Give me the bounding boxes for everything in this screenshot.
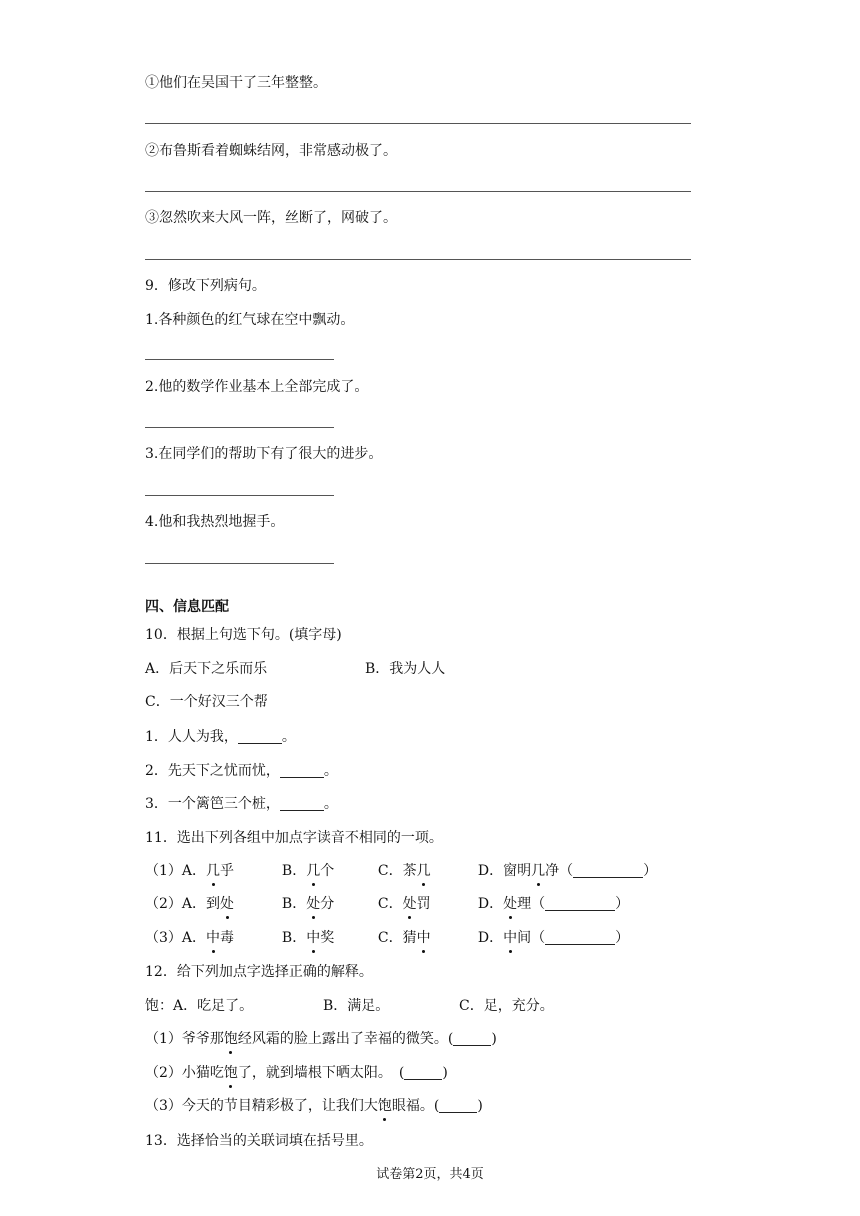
dotted-char: 几 [206, 863, 221, 879]
option-suffix: 罚 [416, 896, 431, 912]
option-suffix: 理（ [517, 896, 546, 912]
answer-line-q9-4[interactable] [145, 563, 334, 564]
q11-row2-option-d [478, 894, 629, 914]
answer-line-q8-3[interactable] [145, 259, 691, 260]
dotted-char: 处 [306, 896, 321, 912]
q9-item-4: 4.他和我热烈地握手。 [145, 514, 285, 530]
q11-row1-option-d [478, 861, 657, 881]
answer-blank[interactable] [545, 896, 615, 911]
option-suffix: 间（ [517, 930, 546, 946]
dotted-char: 中 [416, 930, 431, 946]
option-prefix: C．猜 [377, 930, 417, 946]
close-paren: ) [442, 1065, 448, 1081]
q12-def-label: 饱： [145, 998, 173, 1014]
q8-item-1: ①他们在吴国干了三年整整。 [145, 75, 327, 91]
option-prefix: A．到 [181, 896, 221, 912]
q11-row1-option-c [378, 861, 478, 881]
dotted-char: 几 [416, 863, 431, 879]
close-paren: ） [615, 896, 630, 912]
close-paren: ) [477, 1098, 483, 1114]
option-suffix: 毒 [220, 930, 235, 946]
q9-item-3: 3.在同学们的帮助下有了很大的进步。 [145, 446, 383, 462]
item-text: 经风霜的脸上露出了幸福的微笑。( [237, 1031, 454, 1047]
q12-definitions [145, 996, 554, 1016]
dotted-char: 中 [306, 930, 321, 946]
option-prefix: B． [281, 896, 307, 912]
option-prefix: D． [477, 896, 504, 912]
q10-option-a: A．后天下之乐而乐 [145, 661, 268, 677]
option-prefix: A． [181, 863, 207, 879]
dotted-char: 饱 [377, 1098, 392, 1114]
q10-item-end: 。 [281, 729, 296, 745]
answer-line-q9-2[interactable] [145, 427, 334, 428]
dotted-char: 几 [306, 863, 321, 879]
q10-item-3-text: 3．一个篱笆三个桩， [145, 796, 280, 812]
q10-item-1 [145, 727, 296, 747]
option-prefix: C．茶 [377, 863, 417, 879]
option-suffix: 个 [320, 863, 335, 879]
q11-row-2 [145, 894, 629, 914]
option-prefix: B． [281, 863, 307, 879]
close-paren: ） [615, 930, 630, 946]
option-prefix: B． [281, 930, 307, 946]
dotted-char: 中 [503, 930, 518, 946]
q11-row2-option-c [378, 894, 478, 914]
q9-title: 9．修改下列病句。 [145, 278, 266, 294]
q9-item-2: 2.他的数学作业基本上全部完成了。 [145, 379, 369, 395]
q11-row-1 [145, 861, 657, 881]
q11-row-num: （2） [145, 896, 182, 912]
q11-row3-option-a [182, 928, 282, 948]
q11-row3-option-d [478, 928, 629, 948]
option-prefix: D． [477, 930, 504, 946]
q10-item-end: 。 [323, 763, 338, 779]
option-prefix: D．窗明 [477, 863, 532, 879]
answer-blank[interactable] [545, 930, 615, 945]
item-text: （1）爷爷那 [145, 1031, 224, 1047]
q11-title: 11．选出下列各组中加点字读音不相同的一项。 [145, 830, 443, 846]
q12-item-1 [145, 1029, 497, 1049]
dotted-char: 饱 [223, 1031, 238, 1047]
item-text: （3）今天的节目精彩极了，让我们大 [145, 1098, 378, 1114]
answer-blank[interactable] [453, 1031, 491, 1046]
answer-blank[interactable] [280, 763, 324, 778]
q8-item-3: ③忽然吹来大风一阵，丝断了，网破了。 [145, 210, 397, 226]
answer-blank[interactable] [573, 863, 643, 878]
answer-line-q8-1[interactable] [145, 123, 691, 124]
q11-row3-option-b [282, 928, 378, 948]
dotted-char: 几 [531, 863, 546, 879]
answer-blank[interactable] [439, 1098, 477, 1113]
option-prefix: C． [377, 896, 403, 912]
section-heading: 四、信息匹配 [145, 599, 229, 615]
q10-title: 10．根据上句选下句。(填字母) [145, 627, 342, 643]
q10-option-b: B．我为人人 [365, 661, 446, 677]
item-text: 眼福。( [391, 1098, 440, 1114]
option-suffix: 奖 [320, 930, 335, 946]
q10-item-2-text: 2．先天下之忧而忧， [145, 763, 280, 779]
option-prefix: A． [181, 930, 207, 946]
q11-row-3 [145, 928, 629, 948]
q12-item-3 [145, 1096, 483, 1116]
dotted-char: 处 [503, 896, 518, 912]
q9-item-1: 1.各种颜色的红气球在空中飘动。 [145, 312, 355, 328]
page-footer: 试卷第2页，共4页 [376, 1167, 484, 1182]
close-paren: ) [491, 1031, 497, 1047]
q13-title: 13．选择恰当的关联词填在括号里。 [145, 1133, 373, 1149]
answer-line-q9-3[interactable] [145, 495, 334, 496]
answer-blank[interactable] [404, 1065, 442, 1080]
q11-row2-option-a [182, 894, 282, 914]
q10-item-end: 。 [323, 796, 338, 812]
q10-item-2 [145, 761, 338, 781]
dotted-char: 饱 [223, 1065, 238, 1081]
option-suffix: 分 [320, 896, 335, 912]
q12-item-2 [145, 1063, 448, 1083]
q10-option-c: C．一个好汉三个帮 [145, 694, 268, 710]
q11-row-num: （1） [145, 863, 182, 879]
q12-def-c: C．足，充分。 [459, 998, 554, 1014]
answer-blank[interactable] [280, 796, 324, 811]
dotted-char: 中 [206, 930, 221, 946]
option-suffix: 乎 [220, 863, 235, 879]
q10-item-3 [145, 794, 338, 814]
answer-line-q8-2[interactable] [145, 191, 691, 192]
q11-row-num: （3） [145, 930, 182, 946]
q10-item-1-text: 1．人人为我， [145, 729, 238, 745]
q12-title: 12．给下列加点字选择正确的解释。 [145, 964, 373, 980]
q11-row2-option-b [282, 894, 378, 914]
q12-def-a: A．吃足了。 [173, 998, 254, 1014]
q11-row1-option-b [282, 861, 378, 881]
close-paren: ） [643, 863, 658, 879]
q11-row3-option-c [378, 928, 478, 948]
q8-item-2: ②布鲁斯看着蜘蛛结网，非常感动极了。 [145, 143, 397, 159]
item-text: （2）小猫吃 [145, 1065, 224, 1081]
dotted-char: 处 [220, 896, 235, 912]
option-suffix: 净（ [545, 863, 574, 879]
answer-line-q9-1[interactable] [145, 359, 334, 360]
dotted-char: 处 [402, 896, 417, 912]
q12-def-b: B．满足。 [323, 998, 390, 1014]
answer-blank[interactable] [238, 729, 282, 744]
item-text: 了，就到墙根下晒太阳。 ( [237, 1065, 405, 1081]
q11-row1-option-a [182, 861, 282, 881]
